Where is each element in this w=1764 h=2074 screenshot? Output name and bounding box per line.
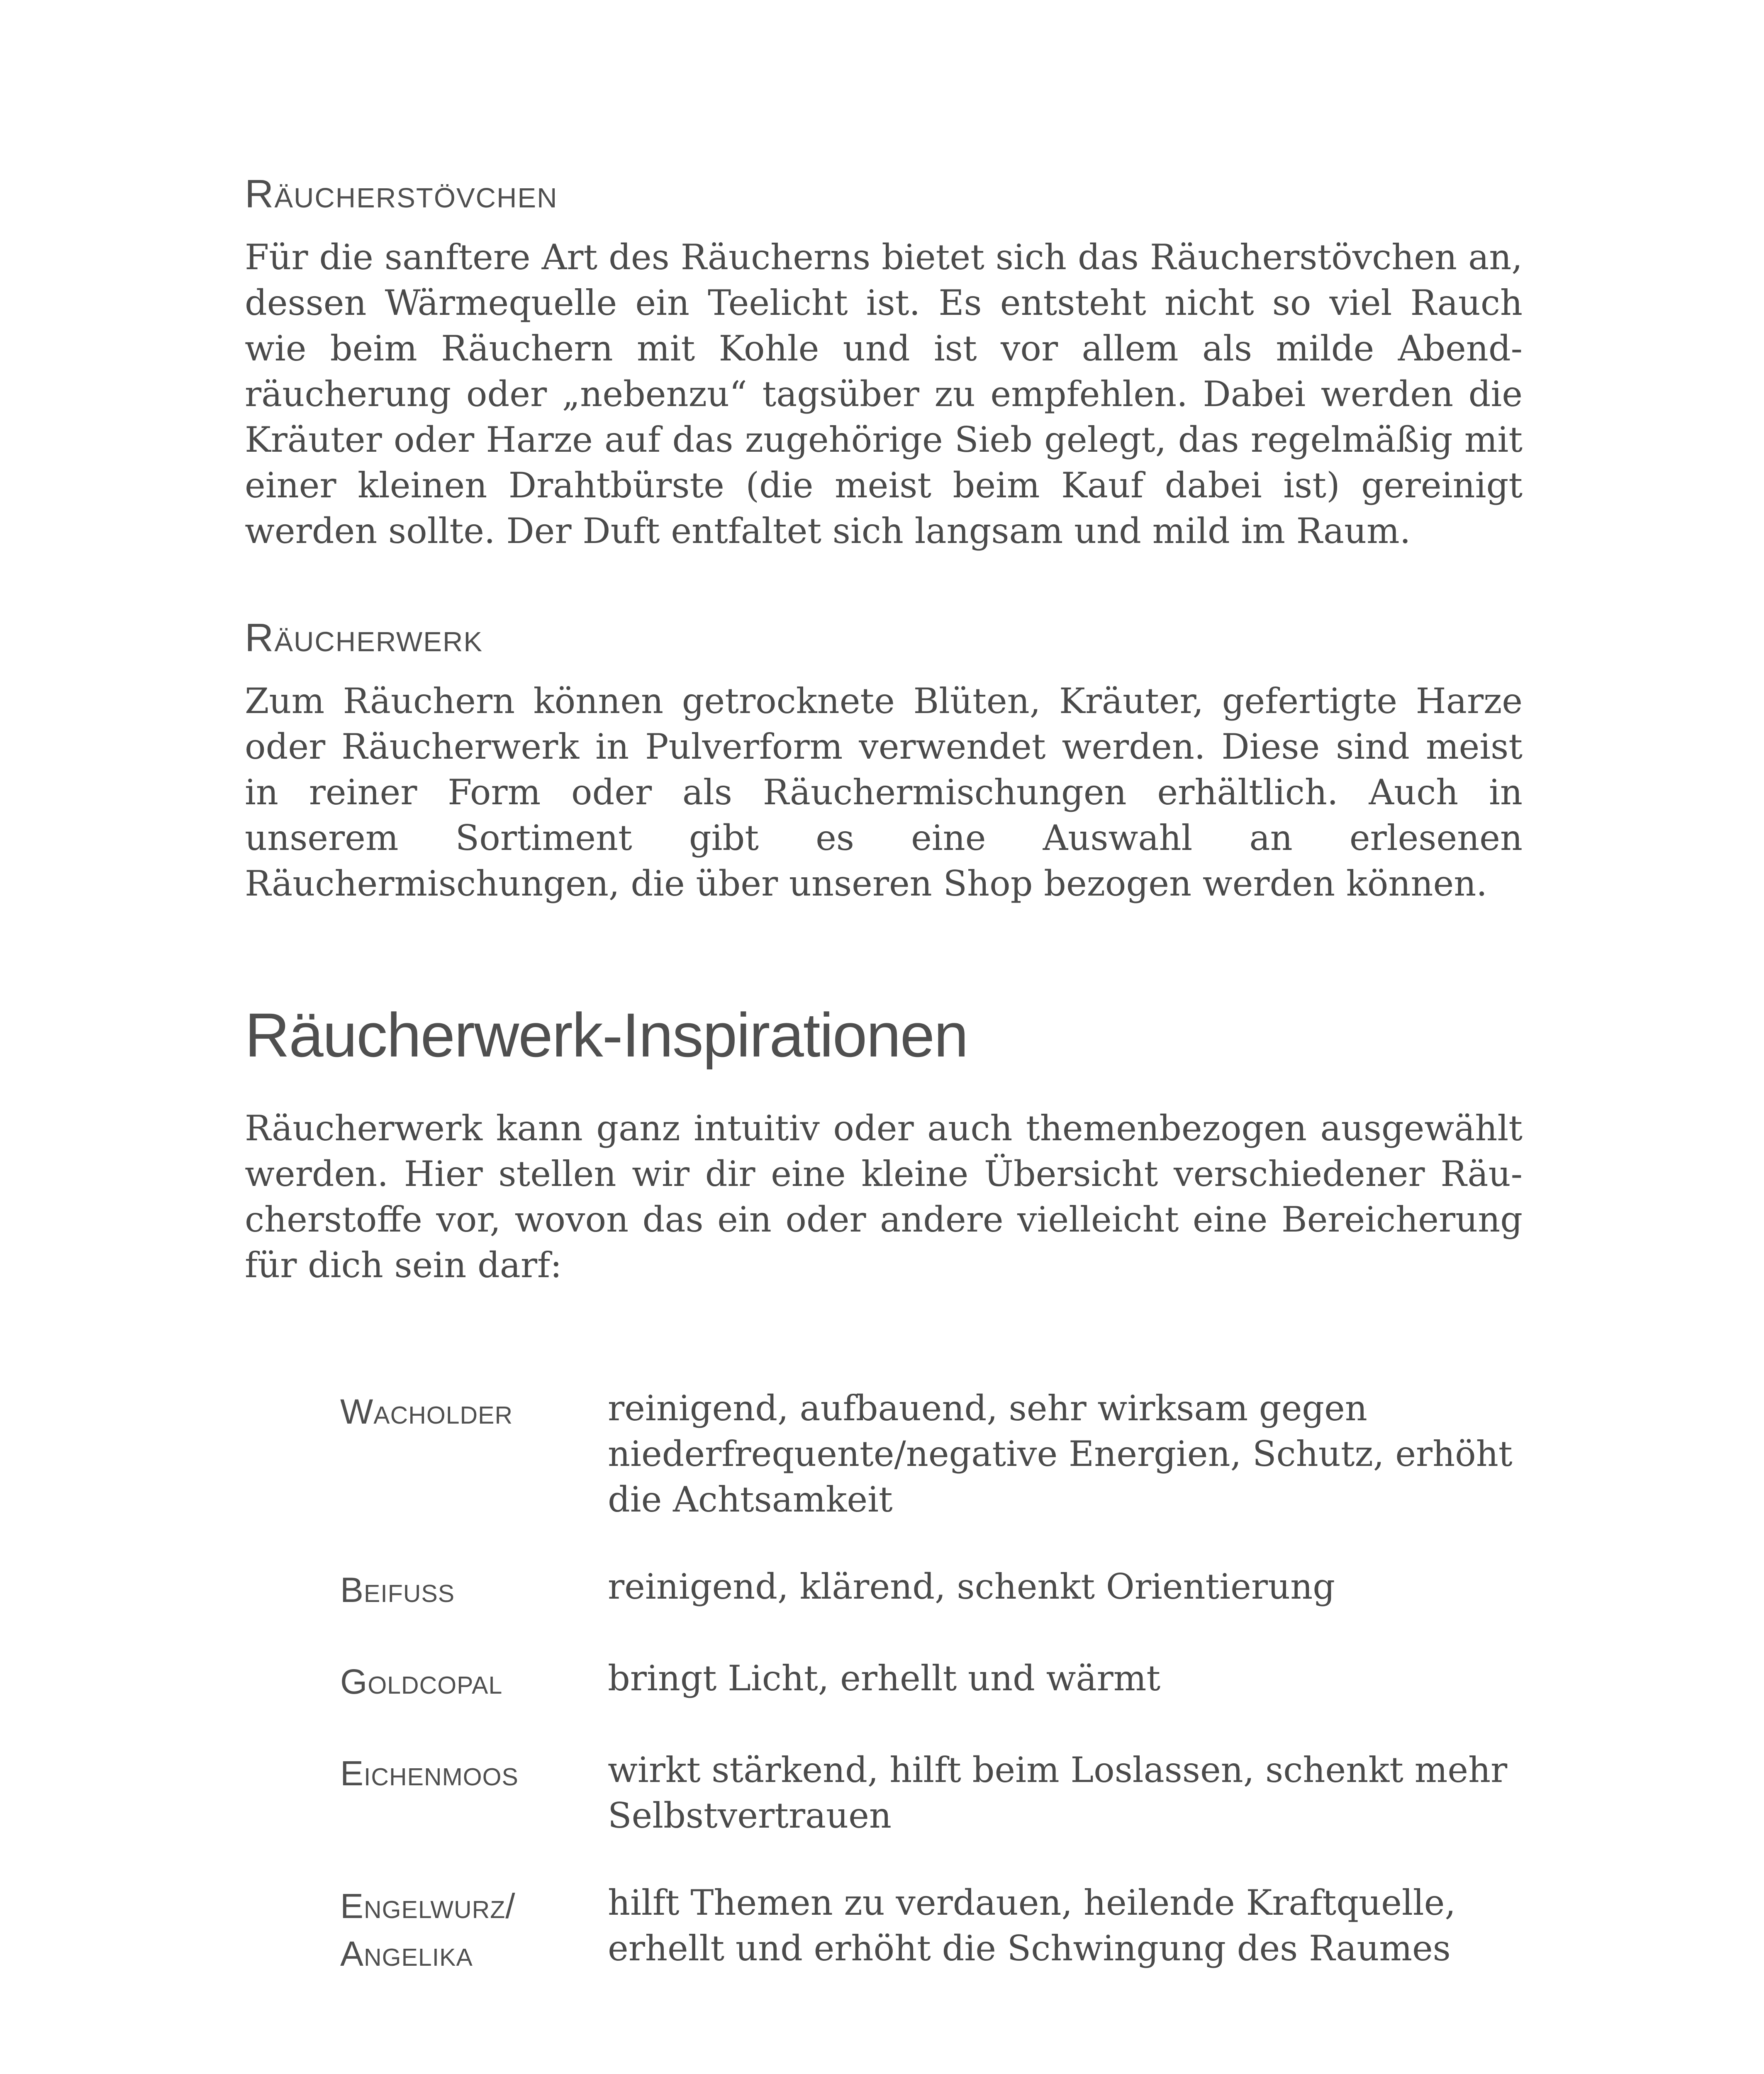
list-item [340,1385,1523,1522]
section-text-raeucherwerk: Zum Räuchern können getrocknete Blüten, Kräuter, gefertigte Harze oder Räucherwerk in Pulverform verwendet werden. Diese sind meist in reiner Form oder als Räuchermischungen erhältlich. Auch in unserem Sortiment gibt es eine Auswahl an erlesenen Räuchermischungen, die über unseren Shop bezogen werden können. [245,681,1523,904]
section-heading-raeucherstoevchen: Räucherstövchen [245,172,558,216]
page-title: Räucherwerk-Inspirationen [245,1000,968,1070]
herb-description: wirkt stärkend, hilft beim Loslassen, schenkt mehr Selbstvertrauen [608,1750,1508,1836]
herb-name: Goldcopal [340,1662,503,1701]
herb-name: Eichenmoos [340,1754,519,1793]
herb-list [340,1385,1523,2019]
herb-name: Engelwurz/ Angelika [340,1887,516,1973]
herb-description: bringt Licht, erhellt und wärmt [608,1658,1161,1699]
herb-name: Beifuss [340,1570,455,1609]
section-text-raeucherstoevchen: Für die sanftere Art des Räucherns bietet sich das Räucherstövchen an, dessen Wärmequelle ein Teelicht ist. Es entsteht nicht so viel Rauch wie beim Räuchern mit Kohle und ist vor allem als milde Abendräucherung oder „nebenzu“ tagsüber zu empfehlen. Dabei werden die Kräuter oder Harze auf das zugehörige Sieb gelegt, das regelmäßig mit einer kleinen Drahtbürste (die meist beim Kauf dabei ist) gereinigt werden sollte. Der Duft entfaltet sich langsam und mild im Raum. [245,237,1523,551]
list-item [340,1655,1523,1706]
herb-description: hilft Themen zu verdauen, heilende Kraftquelle, erhellt und erhöht die Schwingung des Raumes [608,1882,1456,1969]
herb-description: reinigend, aufbauend, sehr wirksam gegen niederfrequente/negative Energien, Schutz, erhöht die Achtsamkeit [608,1388,1513,1520]
herb-description: reinigend, klärend, schenkt Orientierung [608,1566,1335,1607]
list-item [340,1564,1523,1614]
section-heading-raeucherwerk: Räucherwerk [245,616,483,660]
list-item [340,1880,1523,1978]
intro-text: Räucherwerk kann ganz intuitiv oder auch themenbezogen ausgewählt werden. Hier stellen wir dir eine kleine Übersicht verschiedener Räucherstoffe vor, wovon das ein oder andere vielleicht eine Bereicherung für dich sein darf: [245,1108,1523,1285]
list-item [340,1747,1523,1838]
herb-name: Wacholder [340,1392,513,1431]
document-page [245,0,1523,2074]
